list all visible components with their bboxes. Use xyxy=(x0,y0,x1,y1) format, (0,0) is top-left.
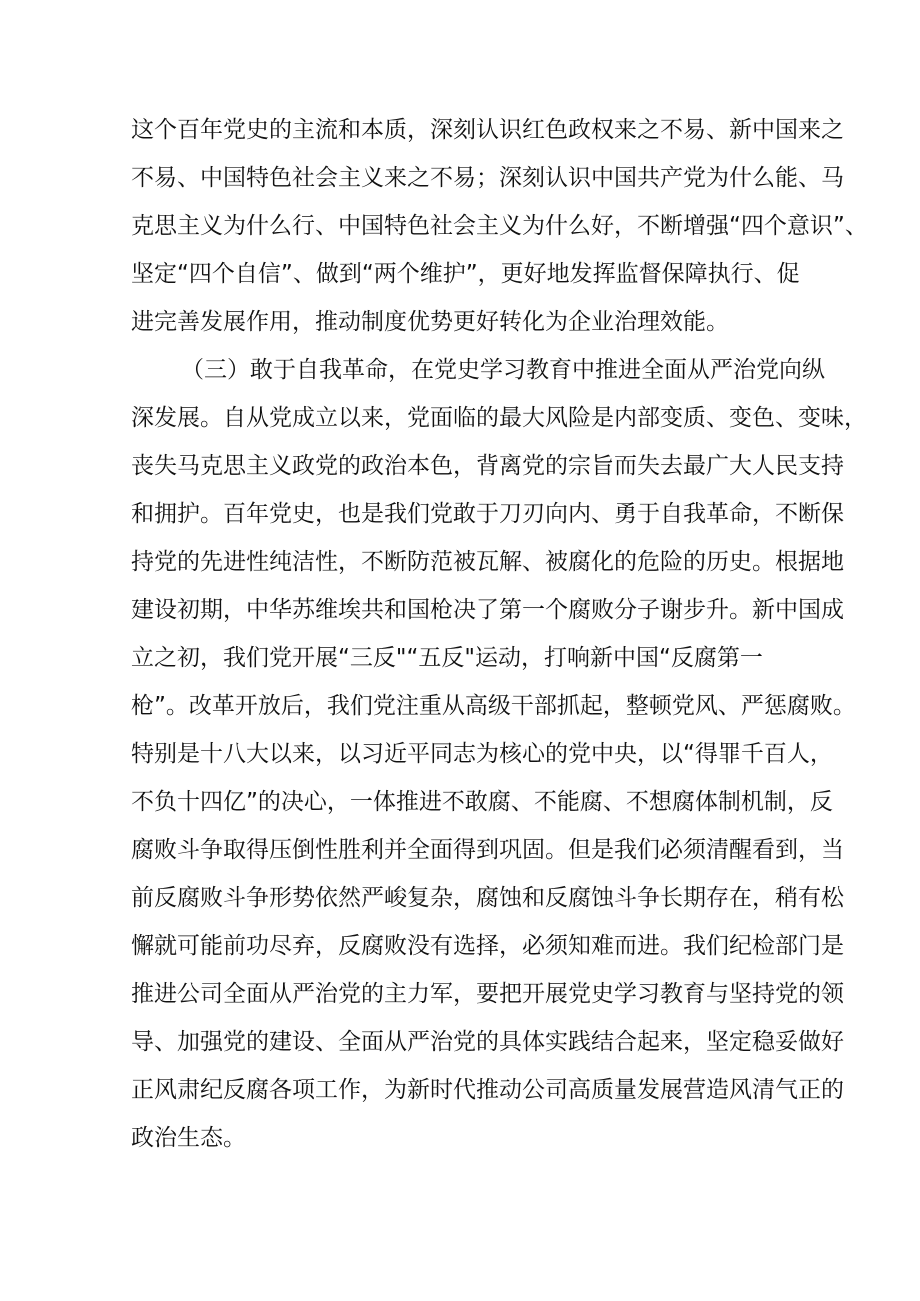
text-line: 导、加强党的建设、全面从严治党的具体实践结合起来，坚定稳妥做好 xyxy=(131,1029,844,1055)
paragraph-section-three xyxy=(131,346,867,1162)
text-line: 这个百年党史的主流和本质，深刻认识红色政权来之不易、新中国来之 xyxy=(131,117,844,143)
text-line: 前反腐败斗争形势依然严峻复杂，腐蚀和反腐蚀斗争长期存在，稍有松 xyxy=(131,885,844,911)
text-line: 深发展。自从党成立以来，党面临的最大风险是内部变质、变色、变味， xyxy=(131,405,867,431)
text-line: 腐败斗争取得压倒性胜利并全面得到巩固。但是我们必须清醒看到，当 xyxy=(131,837,844,863)
text-line: 进完善发展作用，推动制度优势更好转化为企业治理效能。 xyxy=(131,309,729,335)
text-line: 建设初期，中华苏维埃共和国枪决了第一个腐败分子谢步升。新中国成 xyxy=(131,597,844,623)
text-line: 懈就可能前功尽弃，反腐败没有选择，必须知难而进。我们纪检部门是 xyxy=(131,933,844,959)
text-line: 推进公司全面从严治党的主力军，要把开展党史学习教育与坚持党的领 xyxy=(131,981,844,1007)
text-line: 和拥护。百年党史，也是我们党敢于刀刃向内、勇于自我革命，不断保 xyxy=(131,501,844,527)
text-line: 不负十四亿”的决心，一体推进不敢腐、不能腐、不想腐体制机制，反 xyxy=(131,789,833,815)
text-line: 政治生态。 xyxy=(131,1125,246,1151)
paragraph-continuation xyxy=(131,106,868,346)
text-line: 枪”。改革开放后，我们党注重从高级干部抓起，整顿党风、严惩腐败。 xyxy=(131,693,856,719)
text-line: 持党的先进性纯洁性，不断防范被瓦解、被腐化的危险的历史。根据地 xyxy=(131,549,844,575)
text-line: 立之初，我们党开展“三反"“五反"运动，打响新中国“反腐第一 xyxy=(131,645,763,671)
text-line: 正风肃纪反腐各项工作，为新时代推动公司高质量发展营造风清气正的 xyxy=(131,1077,844,1103)
text-line: 丧失马克思主义政党的政治本色，背离党的宗旨而失去最广大人民支持 xyxy=(131,453,844,479)
text-line: 特别是十八大以来，以习近平同志为核心的党中央，以“得罪千百人， xyxy=(131,741,833,767)
text-line: 克思主义为什么行、中国特色社会主义为什么好，不断增强“四个意识”、 xyxy=(131,213,868,239)
text-line: 不易、中国特色社会主义来之不易；深刻认识中国共产党为什么能、马 xyxy=(131,165,844,191)
section-heading-line: （三）敢于自我革命，在党史学习教育中推进全面从严治党向纵 xyxy=(181,357,825,383)
text-line: 坚定“四个自信”、做到“两个维护”，更好地发挥监督保障执行、促 xyxy=(131,261,800,287)
